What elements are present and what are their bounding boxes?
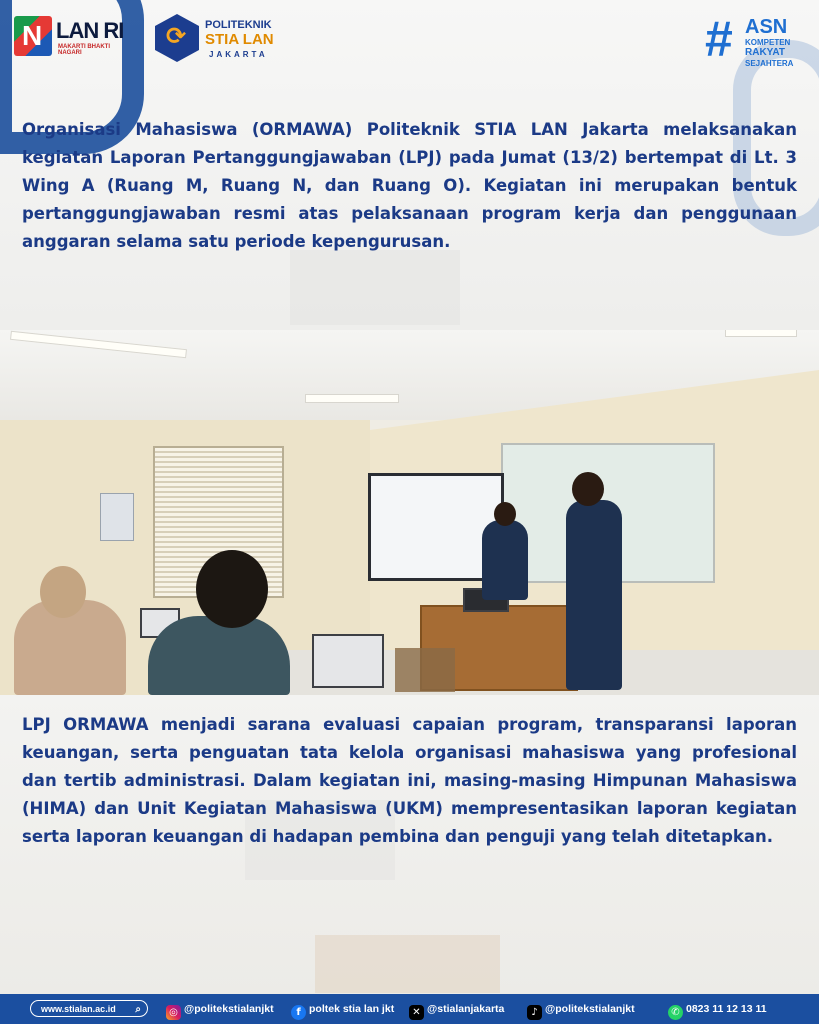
facebook-icon: f [291,1005,306,1020]
stia-logo-line3: JAKARTA [209,50,268,59]
audience-hijab [40,566,86,618]
presenter-head [494,502,516,526]
x-link[interactable] [409,1000,504,1018]
article-paragraph-2: LPJ ORMAWA menjadi sarana evaluasi capaian program, transparansi laporan keuangan, serta penguatan tata kelola organisasi mahasiswa yang profesional dan tertib administrasi. Dalam kegiatan ini, masing-masing Himpunan Mahasiswa (HIMA) dan Unit Kegiatan Mahasiswa (UKM) mempresentasikan laporan kegiatan serta laporan keuangan di hadapan pembina dan penguji yang telah ditetapkan. [22,715,797,846]
x-handle: @stialanjakarta [427,1003,505,1015]
instagram-icon: ◎ [166,1005,181,1020]
website-text: www.stialan.ac.id [41,1004,116,1014]
lan-ri-emblem-icon [14,16,52,56]
tiktok-link[interactable] [527,1000,635,1018]
gmail-laptop [312,634,384,688]
audience-person-center [148,616,290,695]
student-standing [566,500,622,690]
stia-logo-line2: STIA LAN [205,31,274,48]
event-photo [0,330,819,695]
facebook-handle: poltek stia lan jkt [309,1003,395,1015]
facebook-link[interactable] [291,1000,394,1018]
search-icon: ⌕ [135,1004,141,1015]
whatsapp-icon: ✆ [668,1005,683,1020]
whatsapp-number: 0823 11 12 13 11 [686,1003,767,1015]
faded-background-screen [290,250,460,325]
audience-head [196,550,268,628]
website-link[interactable] [30,1000,148,1017]
x-icon: ✕ [409,1005,424,1020]
snack-boxes [395,648,455,692]
ceiling-light [725,330,797,337]
ceiling-light [305,394,399,403]
footer-bar [0,994,819,1024]
lan-ri-logo [14,14,134,60]
tiktok-icon: ♪ [527,1005,542,1020]
lan-ri-title: LAN RI [56,18,124,43]
presenter-person [482,520,528,600]
politeknik-stia-lan-logo [155,14,295,64]
asn-title: ASN [745,16,788,38]
asn-line1: KOMPETEN [745,38,791,47]
tiktok-handle: @politekstialanjkt [545,1003,635,1015]
asn-line2: RAKYAT [745,47,786,58]
whatsapp-link[interactable] [668,1000,767,1018]
article-paragraph-1: Organisasi Mahasiswa (ORMAWA) Politeknik STIA LAN Jakarta melaksanakan kegiatan Laporan Pertanggungjawaban (LPJ) pada Jumat (13/2) bertempat di Lt. 3 Wing A (Ruang M, Ruang N, dan Ruang O). Kegiatan ini merupakan bentuk pertanggungjawaban resmi atas pelaksanaan program kerja dan penggunaan anggaran selama satu periode kepengurusan. [22,120,797,251]
instagram-link[interactable] [166,1000,274,1018]
asn-line3: SEJAHTERA [745,59,794,68]
wall-poster [100,493,134,541]
instagram-handle: @politekstialanjkt [184,1003,274,1015]
lan-ri-tagline: MAKARTI BHAKTI NAGARI [58,44,110,56]
asn-logo [705,11,805,70]
faded-background-desk [315,935,500,993]
student-head [572,472,604,506]
stia-emblem-icon [155,14,199,62]
asn-hash-icon: # [705,11,733,67]
stia-logo-line1: POLITEKNIK [205,19,272,31]
